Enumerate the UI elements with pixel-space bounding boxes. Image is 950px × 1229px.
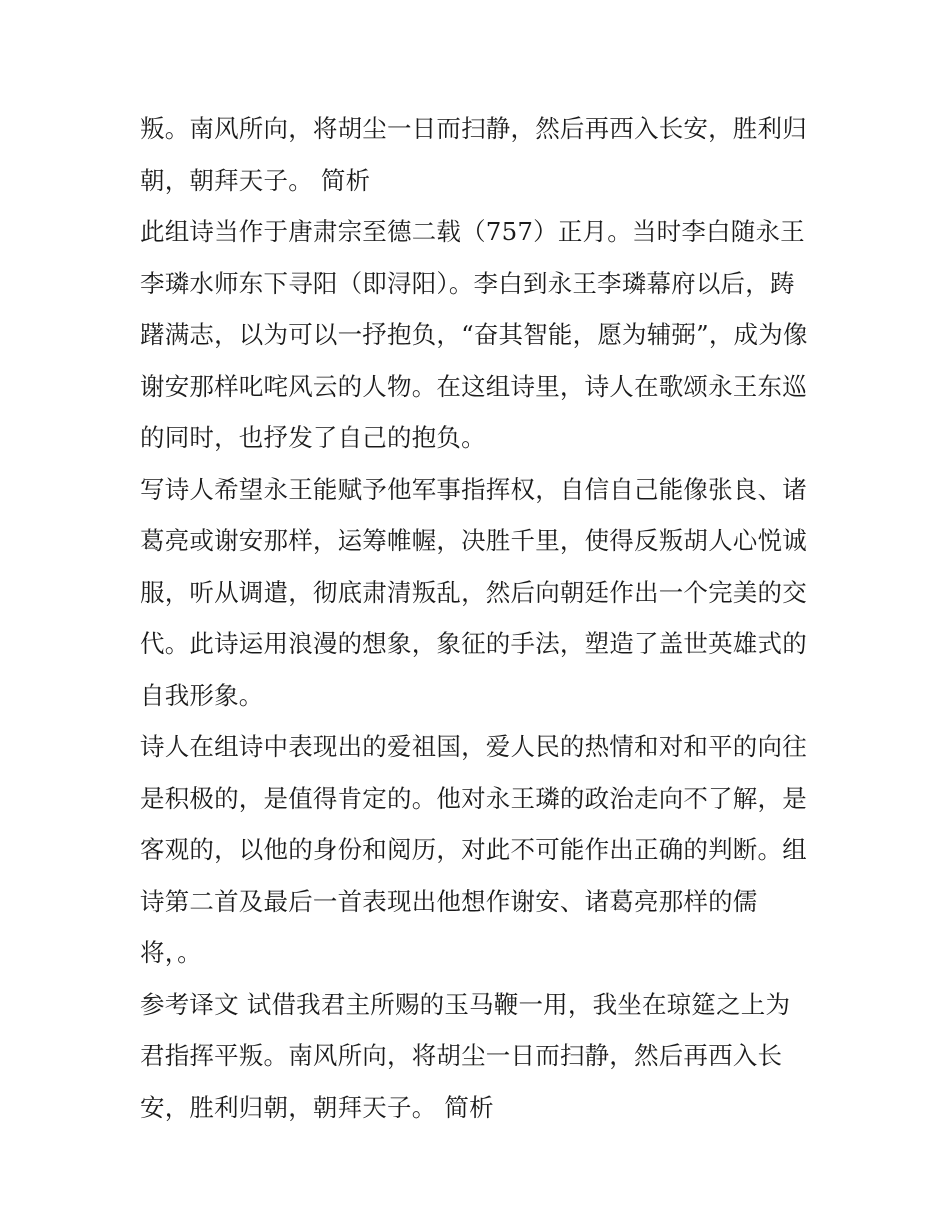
text-line: 的同时，也抒发了自己的抱负。 <box>140 423 486 452</box>
text-line: 诗人在组诗中表现出的爱祖国，爱人民的热情和对和平的向往 <box>140 732 807 761</box>
text-line: 参考译文 试借我君主所赐的玉马鞭一用，我坐在琼筵之上为 <box>140 989 791 1019</box>
text-line: 李璘水师东下寻阳（即浔阳）。李白到永王李璘幕府以后，踌 <box>140 268 795 298</box>
text-line: 躇满志，以为可以一抒抱负，“奋其智能，愿为辅弼”，成为像 <box>140 320 808 349</box>
text-line: 安，胜利归朝，朝拜天子。 简析 <box>140 1092 494 1122</box>
text-line: 服，听从调遣，彻底肃清叛乱，然后向朝廷作出一个完美的交 <box>140 577 807 607</box>
text-line: 代。此诗运用浪漫的想象，象征的手法，塑造了盖世英雄式的 <box>140 629 807 658</box>
text-line: 诗第二首及最后一首表现出他想作谢安、诸葛亮那样的儒 <box>140 886 758 916</box>
text-line: 客观的，以他的身份和阅历，对此不可能作出正确的判断。组 <box>140 835 807 864</box>
text-line: 自我形象。 <box>140 680 264 710</box>
document-body <box>140 103 820 1133</box>
text-line: 葛亮或谢安那样，运筹帷幄，决胜千里，使得反叛胡人心悦诚 <box>140 526 807 555</box>
text-line: 将，。 <box>140 938 202 967</box>
text-line: 写诗人希望永王能赋予他军事指挥权，自信自己能像张良、诸 <box>140 474 807 504</box>
text-line: 是积极的，是值得肯定的。他对永王璘的政治走向不了解，是 <box>140 783 807 813</box>
text-line: 君指挥平叛。南风所向，将胡尘一日而扫静，然后再西入长 <box>140 1041 783 1070</box>
text-line: 朝，朝拜天子。 简析 <box>140 165 371 195</box>
text-line: 谢安那样叱咤风云的人物。在这组诗里，诗人在歌颂永王东巡 <box>140 371 807 401</box>
text-line: 叛。南风所向，将胡尘一日而扫静，然后再西入长安，胜利归 <box>140 114 807 143</box>
text-line: 此组诗当作于唐肃宗至德二载（757）正月。当时李白随永王 <box>140 217 805 246</box>
